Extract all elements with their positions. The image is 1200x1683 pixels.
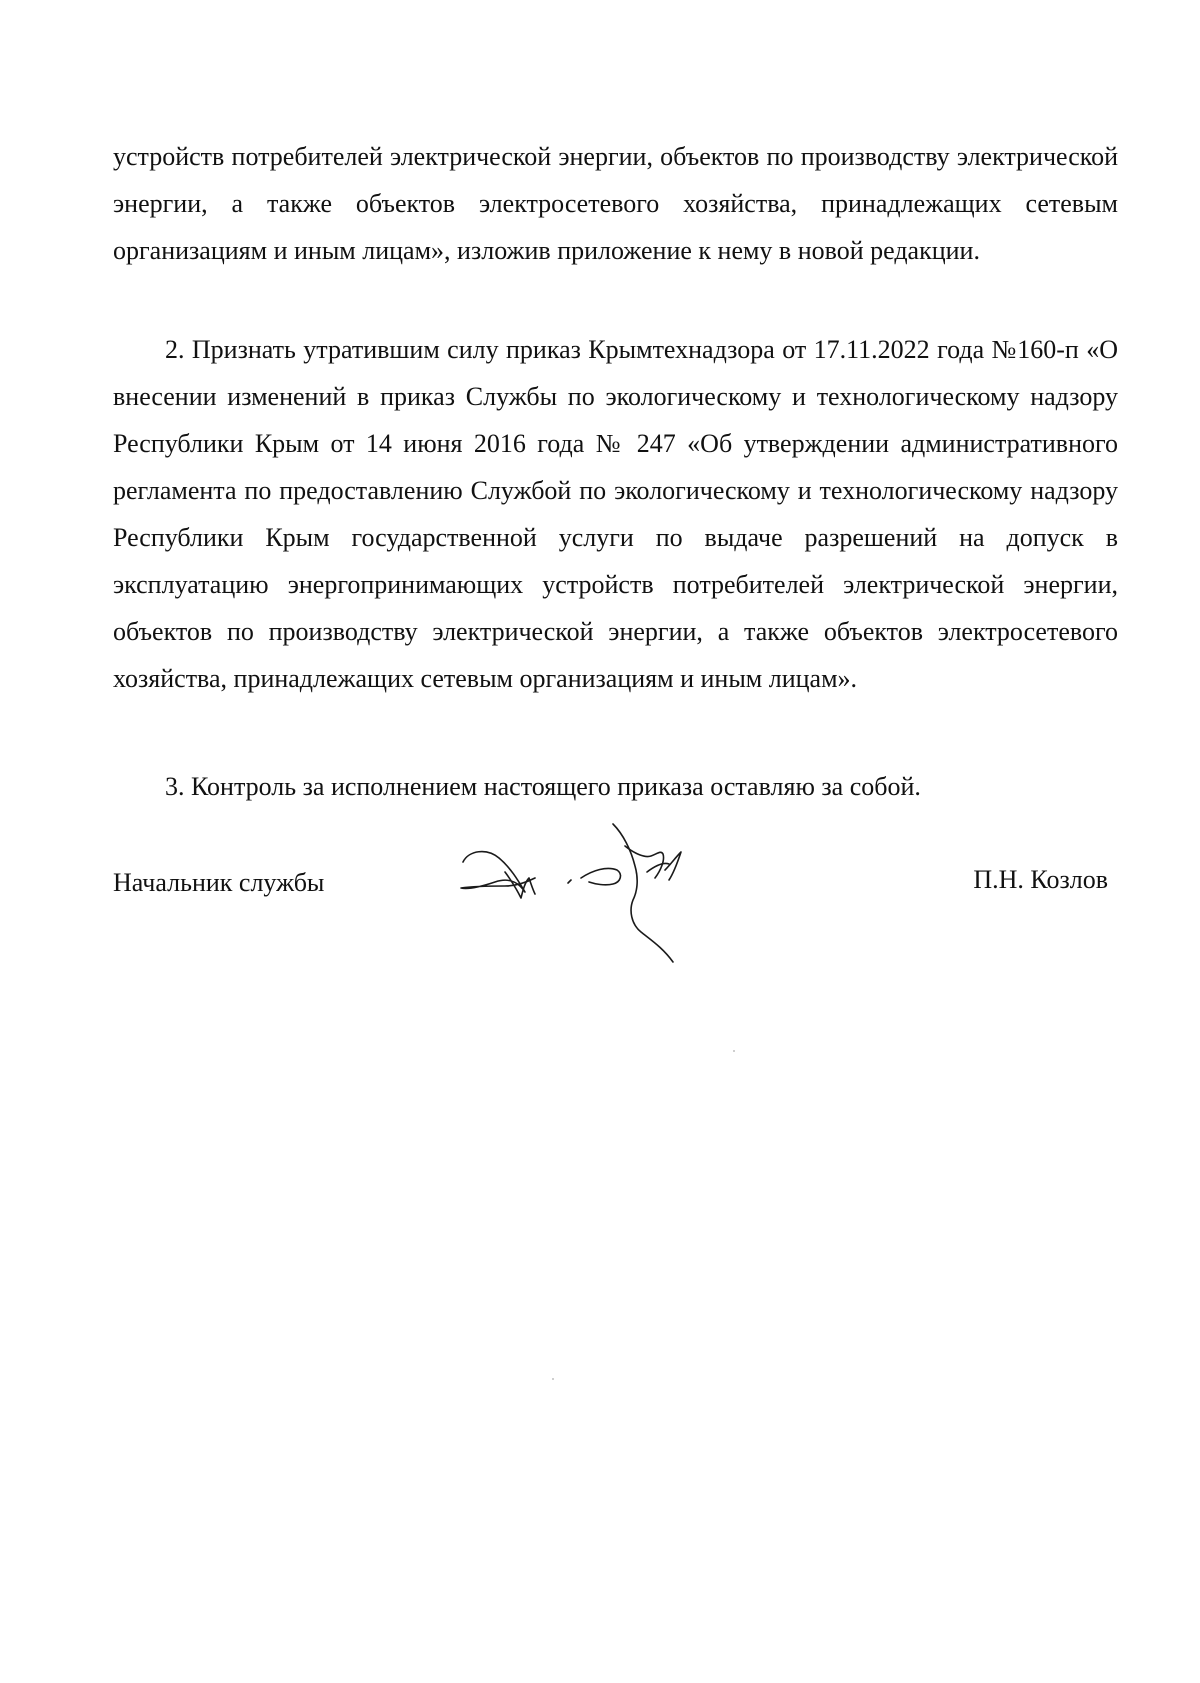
position-title: Начальник службы xyxy=(113,868,325,897)
paragraph-item-2: 2. Признать утратившим силу приказ Крымтехнадзора от 17.11.2022 года №160-п «О внесении изменений в приказ Службы по экологическому и технологическому надзору Республики Крым от 14 июня 2016 года № 247 «Об утверждении административного регламента по предоставлению Службой по экологическому и технологическому надзору Республики Крым государственной услуги по выдаче разрешений на допуск в эксплуатацию энергопринимающих устройств потребителей электрической энергии, объектов по производству электрической энергии, а также объектов электросетевого хозяйства, принадлежащих сетевым организациям и иным лицам». xyxy=(113,335,1118,693)
scan-speck xyxy=(733,1050,735,1052)
handwritten-signature-icon xyxy=(455,820,745,980)
scan-speck xyxy=(552,1378,554,1380)
paragraph-item-3: 3. Контроль за исполнением настоящего приказа оставляю за собой. xyxy=(165,772,921,801)
signer-name: П.Н. Козлов xyxy=(973,865,1108,894)
paragraph-continuation: устройств потребителей электрической энергии, объектов по производству электрической энергии, а также объектов электросетевого хозяйства, принадлежащих сетевым организациям и иным лицам», изложив приложение к нему в новой редакции. xyxy=(113,142,1118,265)
